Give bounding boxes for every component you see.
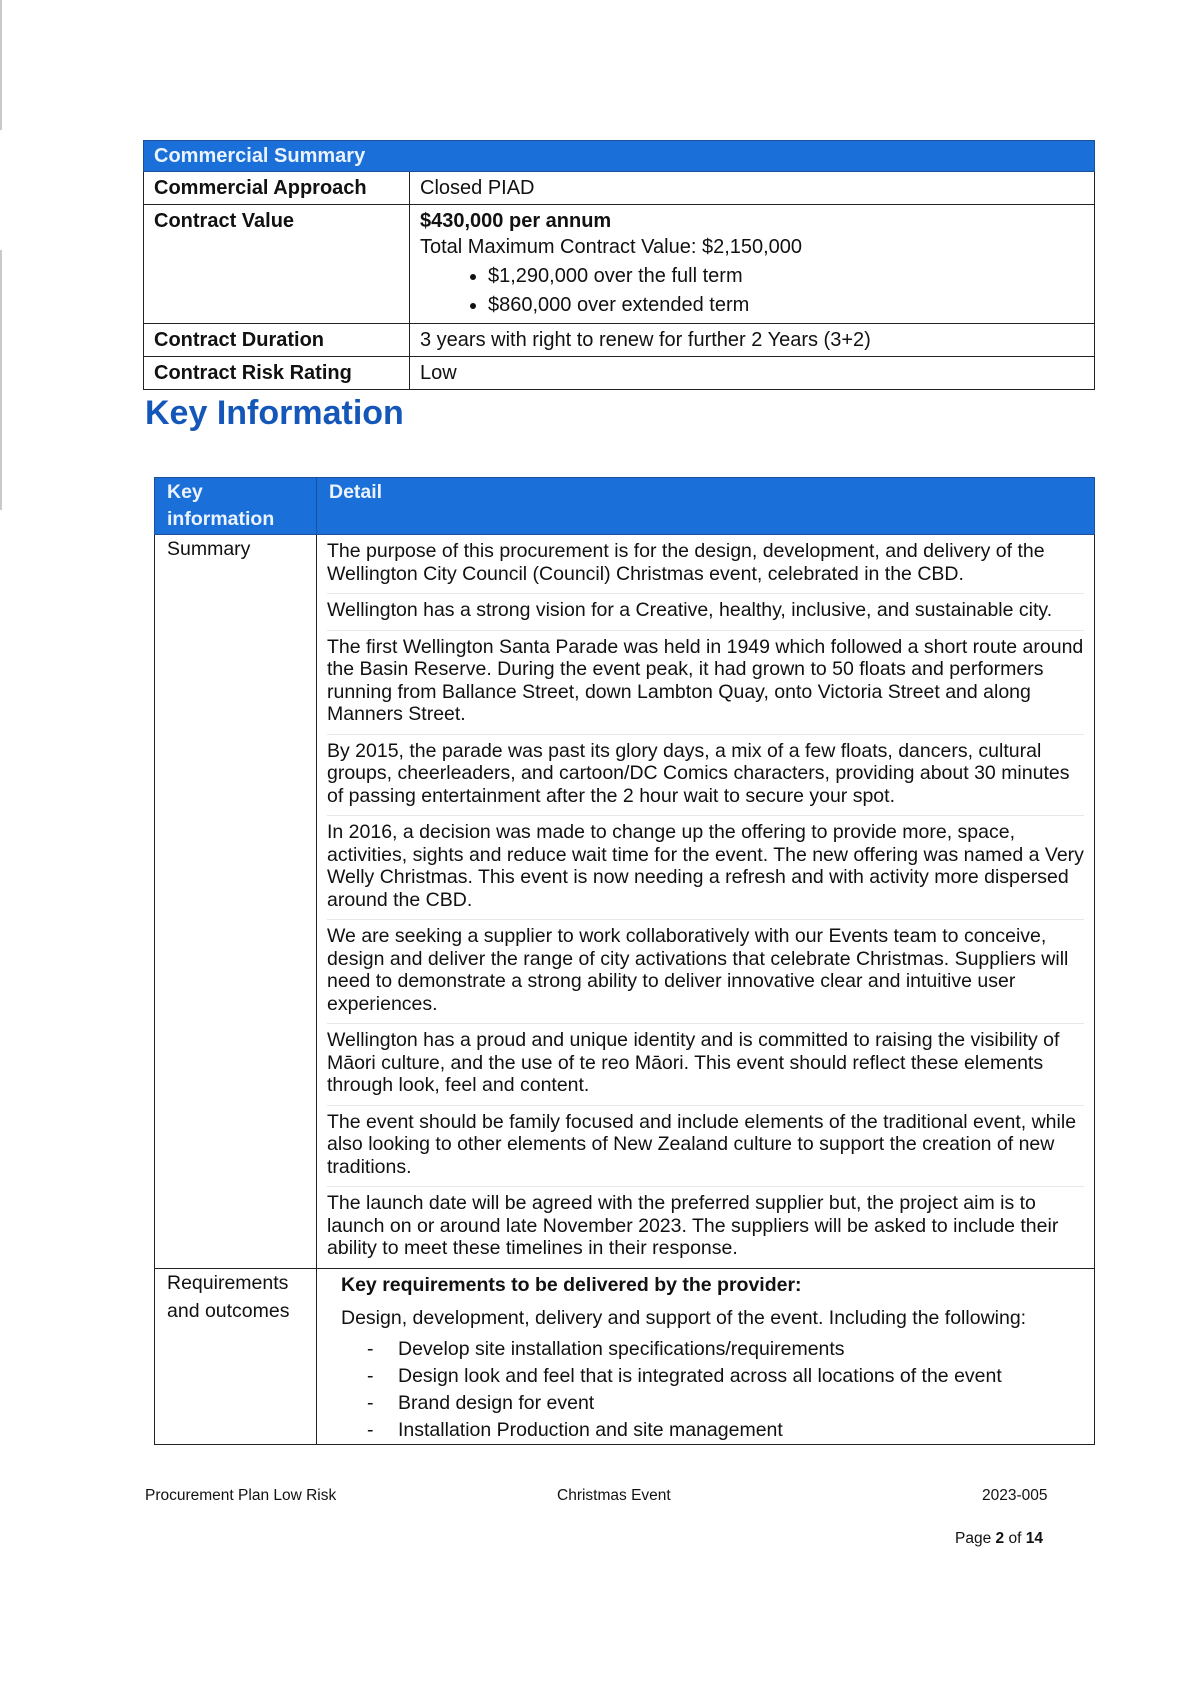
column-header-key-information: Key information (155, 478, 317, 535)
summary-paragraph: The launch date will be agreed with the preferred supplier but, the project aim is to launch on or around late November 2023. The suppliers will be asked to include their ability to meet these timelines in their response. (327, 1192, 1059, 1259)
row-label: Contract Value (144, 205, 410, 324)
table-row (155, 1268, 1095, 1444)
scan-edge-mark (0, 250, 2, 510)
summary-paragraph: In 2016, a decision was made to change up the offering to provide more, space, activities, sights and reduce wait time for the event. The new offering was named a Very Welly Christmas. This event is now needing a refresh and with activity more dispersed around the CBD. (327, 816, 1084, 920)
row-label-requirements: Requirements and outcomes (155, 1268, 317, 1444)
table-row (155, 535, 1095, 1269)
bullet-item: • $860,000 over extended term (488, 291, 1084, 320)
page-number (955, 1530, 1043, 1548)
contract-value-bullets (420, 262, 1084, 320)
row-label: Contract Risk Rating (144, 357, 410, 390)
footer-event-name: Christmas Event (557, 1487, 671, 1504)
row-value: Low (410, 357, 1095, 390)
contract-value-primary: $430,000 per annum (420, 210, 612, 232)
key-information-table (154, 477, 1095, 1445)
list-item: - Design look and feel that is integrated across all locations of the event (367, 1363, 1084, 1390)
table-row (144, 205, 1095, 324)
table-row (144, 172, 1095, 205)
summary-paragraph: We are seeking a supplier to work collaboratively with our Events team to conceive, design and deliver the range of city activations that celebrate Christmas. Suppliers will need to demonstrate a strong ability to deliver innovative clear and intuitive user experiences. (327, 920, 1084, 1024)
requirements-intro: Design, development, delivery and support of the event. Including the following: (341, 1306, 1027, 1329)
summary-paragraph: The event should be family focused and include elements of the traditional event, while also looking to other elements of New Zealand culture to support the creation of new traditions. (327, 1106, 1084, 1188)
column-header-detail: Detail (317, 478, 1095, 535)
table-row (144, 357, 1095, 390)
table-row (144, 324, 1095, 357)
summary-detail-cell (317, 535, 1095, 1269)
page-current: 2 (995, 1530, 1005, 1547)
page-prefix: Page (955, 1530, 992, 1547)
row-label: Commercial Approach (144, 172, 410, 205)
page-of: of (1008, 1530, 1022, 1547)
key-information-header-row (155, 478, 1095, 535)
requirements-list (327, 1336, 1084, 1444)
footer-document-title: Procurement Plan Low Risk (145, 1487, 337, 1504)
row-value: 3 years with right to renew for further 2 Years (3+2) (410, 324, 1095, 357)
row-value: Closed PIAD (410, 172, 1095, 205)
summary-paragraph: Wellington has a proud and unique identity and is committed to raising the visibility of Māori culture, and the use of te reo Māori. This event should reflect these elements through look, feel and content. (327, 1024, 1084, 1106)
footer-reference: 2023-005 (982, 1487, 1048, 1504)
list-item: - Installation Production and site management (367, 1417, 1084, 1444)
contract-value-cell (410, 205, 1095, 324)
list-item: - Brand design for event (367, 1390, 1084, 1417)
summary-paragraph: Wellington has a strong vision for a Creative, healthy, inclusive, and sustainable city. (327, 594, 1084, 631)
summary-paragraph: The first Wellington Santa Parade was held in 1949 which followed a short route around the Basin Reserve. During the event peak, it had grown to 50 floats and performers running from Ballance Street, down Lambton Quay, onto Victoria Street and along Manners Street. (327, 631, 1084, 735)
commercial-summary-header: Commercial Summary (144, 141, 1095, 172)
requirements-detail-cell (317, 1268, 1095, 1444)
row-label-summary: Summary (155, 535, 317, 1269)
row-label: Contract Duration (144, 324, 410, 357)
summary-paragraph: By 2015, the parade was past its glory days, a mix of a few floats, dancers, cultural groups, cheerleaders, and cartoon/DC Comics characters, providing about 30 minutes of passing entertainment after the 2 hour wait to secure your spot. (327, 735, 1084, 817)
commercial-summary-header-row (144, 141, 1095, 172)
bullet-item: • $1,290,000 over the full term (488, 262, 1084, 291)
requirements-heading: Key requirements to be delivered by the provider: (341, 1273, 802, 1296)
section-heading: Key Information (145, 394, 404, 432)
list-item: - Develop site installation specifications/requirements (367, 1336, 1084, 1363)
summary-paragraph: The purpose of this procurement is for the design, development, and delivery of the Wellington City Council (Council) Christmas event, celebrated in the CBD. (327, 535, 1084, 594)
page-total: 14 (1025, 1530, 1043, 1547)
commercial-summary-table (143, 140, 1095, 390)
scan-edge-mark (0, 0, 2, 130)
contract-value-total: Total Maximum Contract Value: $2,150,000 (420, 236, 803, 258)
